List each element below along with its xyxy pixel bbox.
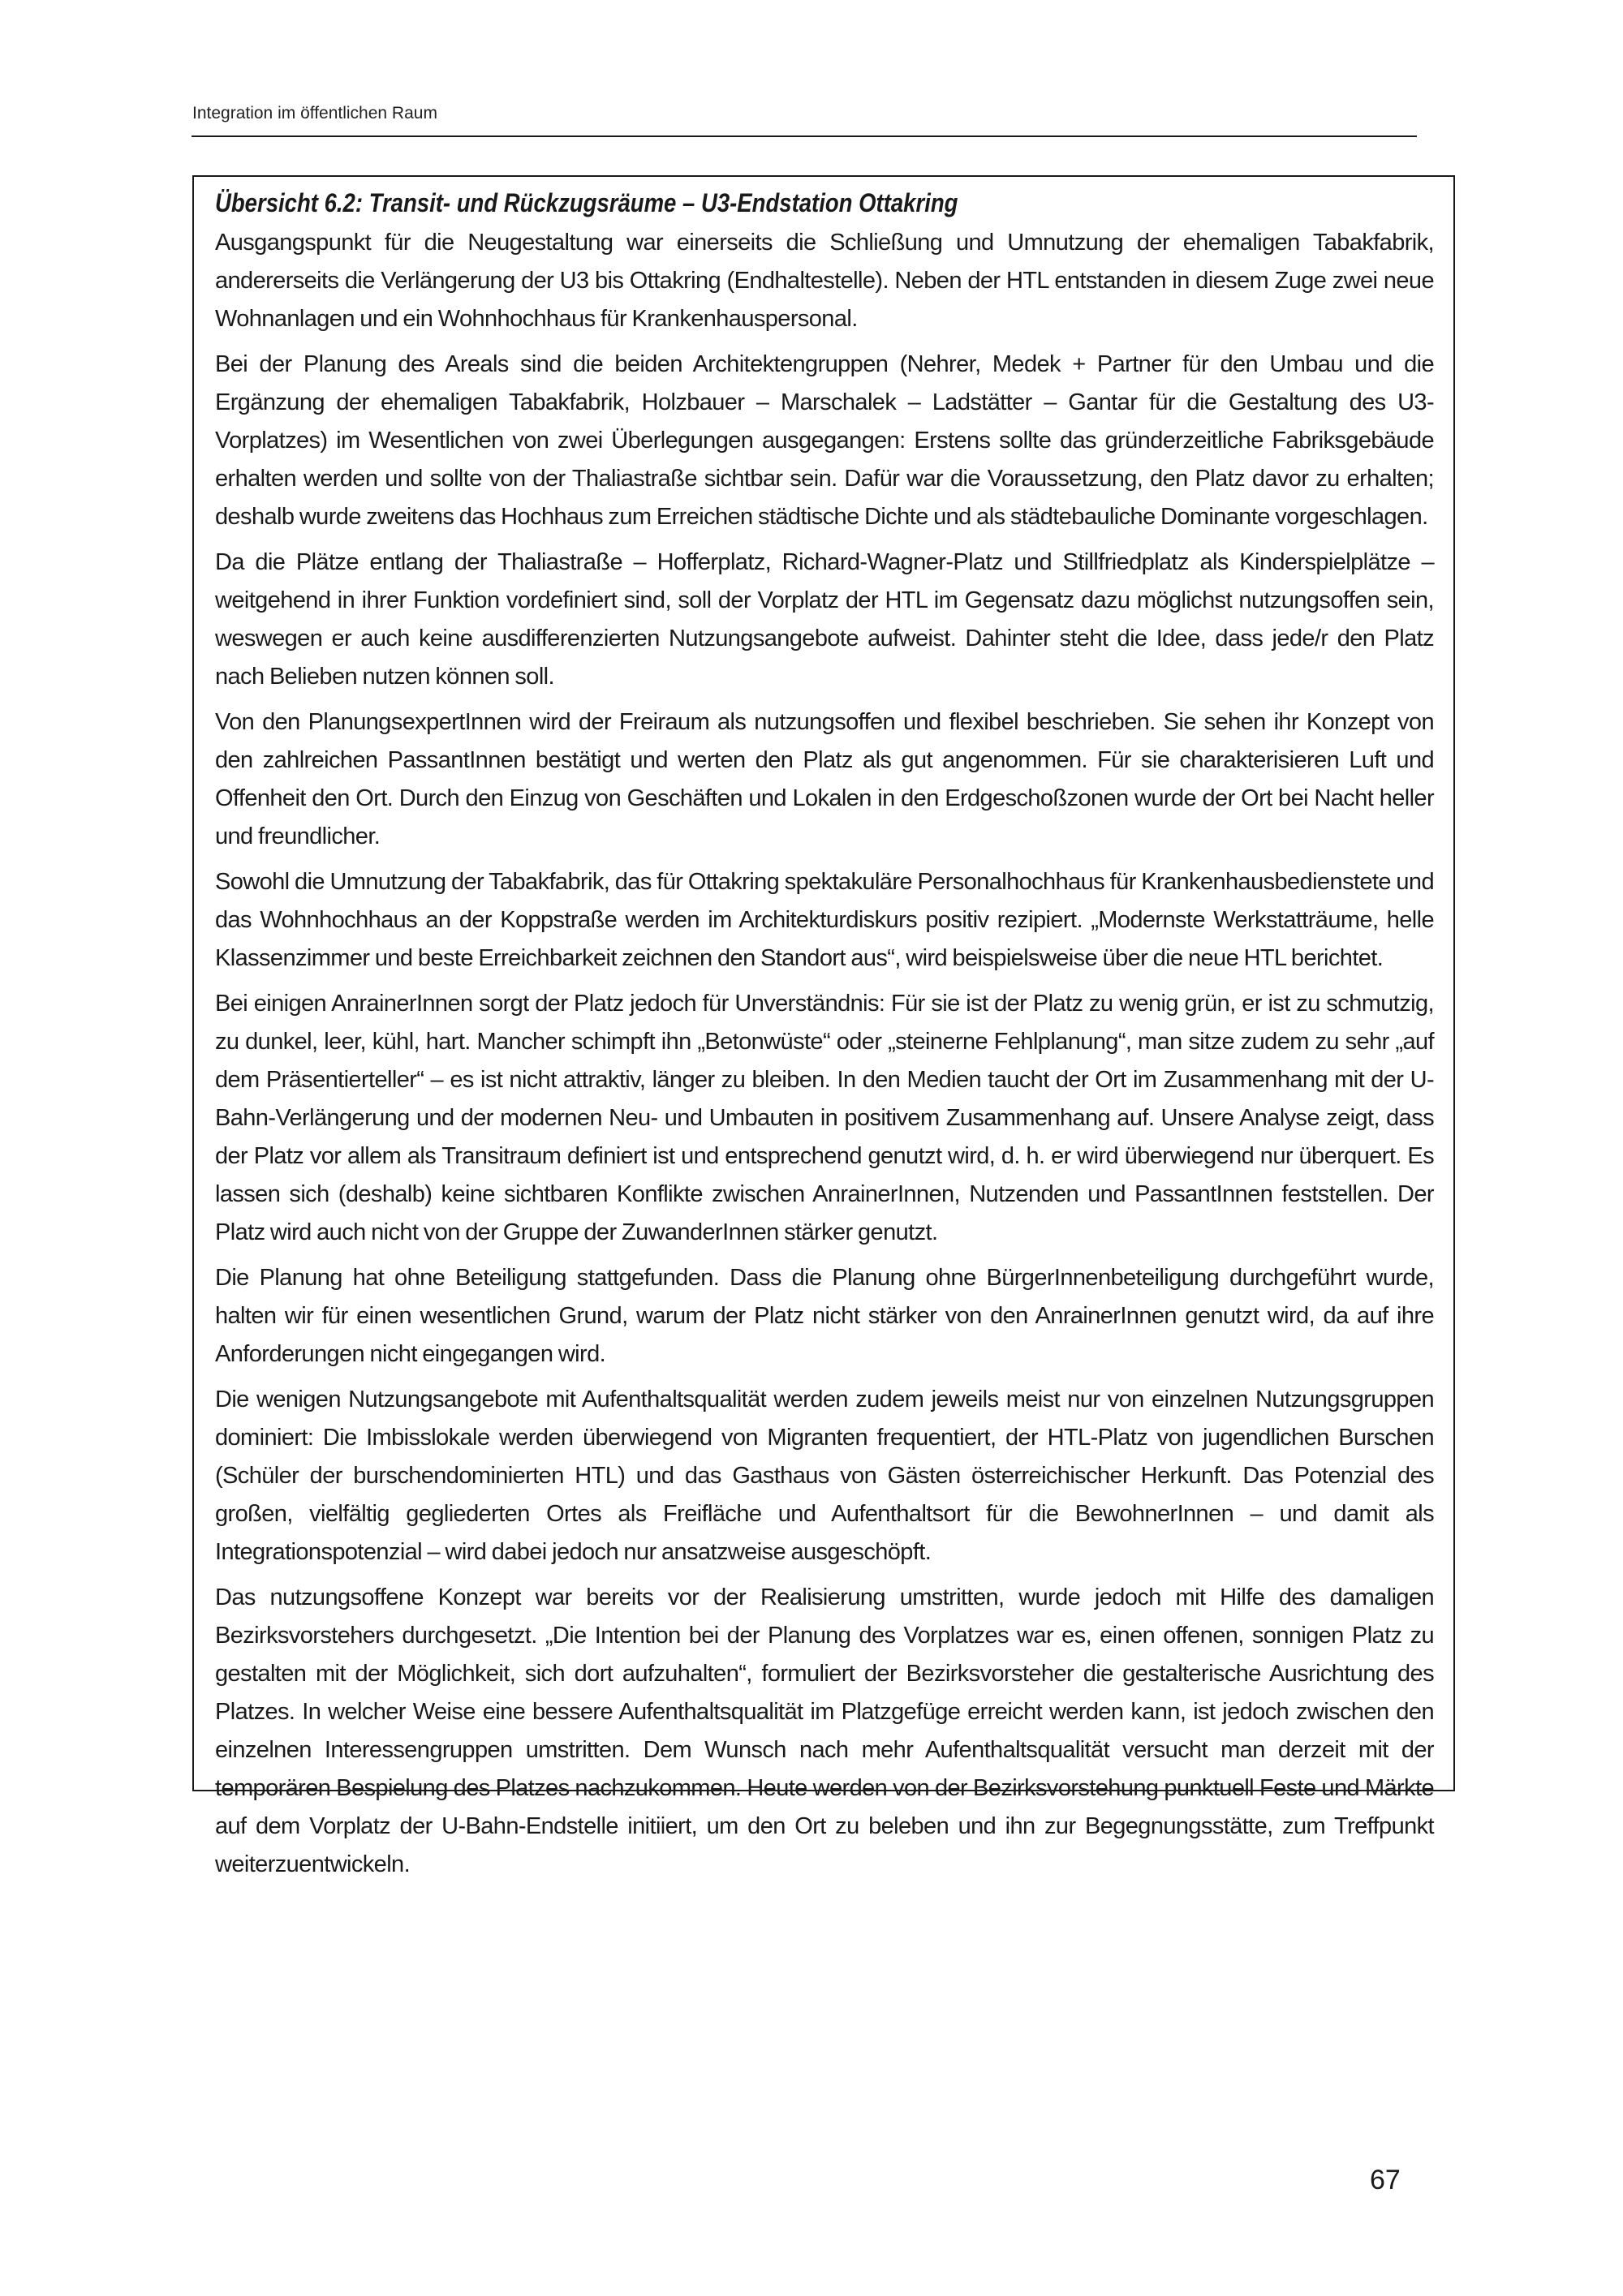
paragraph: Bei der Planung des Areals sind die beiden Architektengruppen (Nehrer, Medek + Partner für den Umbau und die Ergänzung der ehemaligen Tabakfabrik, Holzbauer – Marschalek – Ladstätter – Gantar für die Gestaltung des U3-Vorplatzes) im Wesentlichen von zwei Überlegungen ausgegangen: Erstens sollte das gründerzeitliche Fabriksgebäude erhalten werden und sollte von der Thaliastraße sichtbar sein. Dafür war die Voraussetzung, den Platz davor zu erhalten; deshalb wurde zweitens das Hochhaus zum Erreichen städtische Dichte und als städtebauliche Dominante vorgeschlagen. — [215, 351, 1434, 530]
paragraph: Bei einigen AnrainerInnen sorgt der Platz jedoch für Unverständnis: Für sie ist der Platz zu wenig grün, er ist zu schmutzig, zu dunkel, leer, kühl, hart. Mancher schimpft ihn „Betonwüste“ oder „steinerne Fehlplanung“, man sitze zudem zu sehr „auf dem Präsentierteller“ – es ist nicht attraktiv, länger zu bleiben. In den Medien taucht der Ort im Zusammenhang mit der U-Bahn-Verlängerung und der modernen Neu- und Umbauten in positivem Zusammenhang auf. Unsere Analyse zeigt, dass der Platz vor allem als Transitraum definiert ist und entsprechend genutzt wird, d. h. er wird überwiegend nur überquert. Es lassen sich (deshalb) keine sichtbaren Konflikte zwischen AnrainerInnen, Nutzenden und PassantInnen feststellen. Der Platz wird auch nicht von der Gruppe der ZuwanderInnen stärker genutzt. — [215, 991, 1434, 1245]
paragraph: Das nutzungsoffene Konzept war bereits vor der Realisierung umstritten, wurde jedoch mit Hilfe des damaligen Bezirksvorstehers durchgesetzt. „Die Intention bei der Planung des Vorplatzes war es, einen offenen, sonnigen Platz zu gestalten mit der Möglichkeit, sich dort aufzuhalten“, formuliert der Bezirksvorsteher die gestalterische Ausrichtung des Platzes. In welcher Weise eine bessere Aufenthaltsqualität im Platzgefüge erreicht werden kann, ist jedoch zwischen den einzelnen Interessengruppen umstritten. Dem Wunsch nach mehr Aufenthaltsqualität versucht man derzeit mit der temporären Bespielung des Platzes nachzukommen. Heute werden von der Bezirksvorstehung punktuell Feste und Märkte auf dem Vorplatz der U-Bahn-Endstelle initiiert, um den Ort zu beleben und ihn zur Begegnungsstätte, zum Treffpunkt weiterzuentwickeln. — [215, 1584, 1434, 1877]
box-title: Übersicht 6.2: Transit- und Rückzugsräume – U3-Endstation Ottakring — [215, 188, 958, 217]
overview-box — [192, 175, 1455, 1877]
page-number: 67 — [1370, 2165, 1401, 2195]
running-header: Integration im öffentlichen Raum — [192, 104, 437, 123]
box-body — [215, 224, 1434, 1884]
paragraph: Ausgangspunkt für die Neugestaltung war einerseits die Schließung und Umnutzung der ehemaligen Tabakfabrik, andererseits die Verlängerung der U3 bis Ottakring (Endhaltestelle). Neben der HTL entstanden in diesem Zuge zwei neue Wohnanlagen und ein Wohnhochhaus für Krankenhauspersonal. — [215, 230, 1434, 332]
paragraph: Da die Plätze entlang der Thaliastraße – Hofferplatz, Richard-Wagner-Platz und Stillfriedplatz als Kinderspielplätze – weitgehend in ihrer Funktion vordefiniert sind, soll der Vorplatz der HTL im Gegensatz dazu möglichst nutzungsoffen sein, weswegen er auch keine ausdifferenzierten Nutzungsangebote aufweist. Dahinter steht die Idee, dass jede/r den Platz nach Belieben nutzen können soll. — [215, 549, 1434, 690]
paragraph: Von den PlanungsexpertInnen wird der Freiraum als nutzungsoffen und flexibel beschrieben. Sie sehen ihr Konzept von den zahlreichen PassantInnen bestätigt und werten den Platz als gut angenommen. Für sie charakterisieren Luft und Offenheit den Ort. Durch den Einzug von Geschäften und Lokalen in den Erdgeschoßzonen wurde der Ort bei Nacht heller und freundlicher. — [215, 709, 1434, 849]
paragraph: Die wenigen Nutzungsangebote mit Aufenthaltsqualität werden zudem jeweils meist nur von einzelnen Nutzungsgruppen dominiert: Die Imbisslokale werden überwiegend von Migranten frequentiert, der HTL-Platz von jugendlichen Burschen (Schüler der burschendominierten HTL) und das Gasthaus von Gästen österreichischer Herkunft. Das Potenzial des großen, vielfältig gegliederten Ortes als Freifläche und Aufenthaltsort für die BewohnerInnen – und damit als Integrationspotenzial – wird dabei jedoch nur ansatzweise ausgeschöpft. — [215, 1387, 1434, 1565]
header-rule — [192, 135, 1417, 137]
paragraph: Sowohl die Umnutzung der Tabakfabrik, das für Ottakring spektakuläre Personalhochhaus für Krankenhausbedienstete und das Wohnhochhaus an der Koppstraße werden im Architekturdiskurs positiv rezipiert. „Modernste Werkstatträume, helle Klassenzimmer und beste Erreichbarkeit zeichnen den Standort aus“, wird beispielsweise über die neue HTL berichtet. — [215, 869, 1434, 971]
paragraph: Die Planung hat ohne Beteiligung stattgefunden. Dass die Planung ohne BürgerInnenbeteiligung durchgeführt wurde, halten wir für einen wesentlichen Grund, warum der Platz nicht stärker von den AnrainerInnen genutzt wird, da auf ihre Anforderungen nicht eingegangen wird. — [215, 1265, 1434, 1367]
